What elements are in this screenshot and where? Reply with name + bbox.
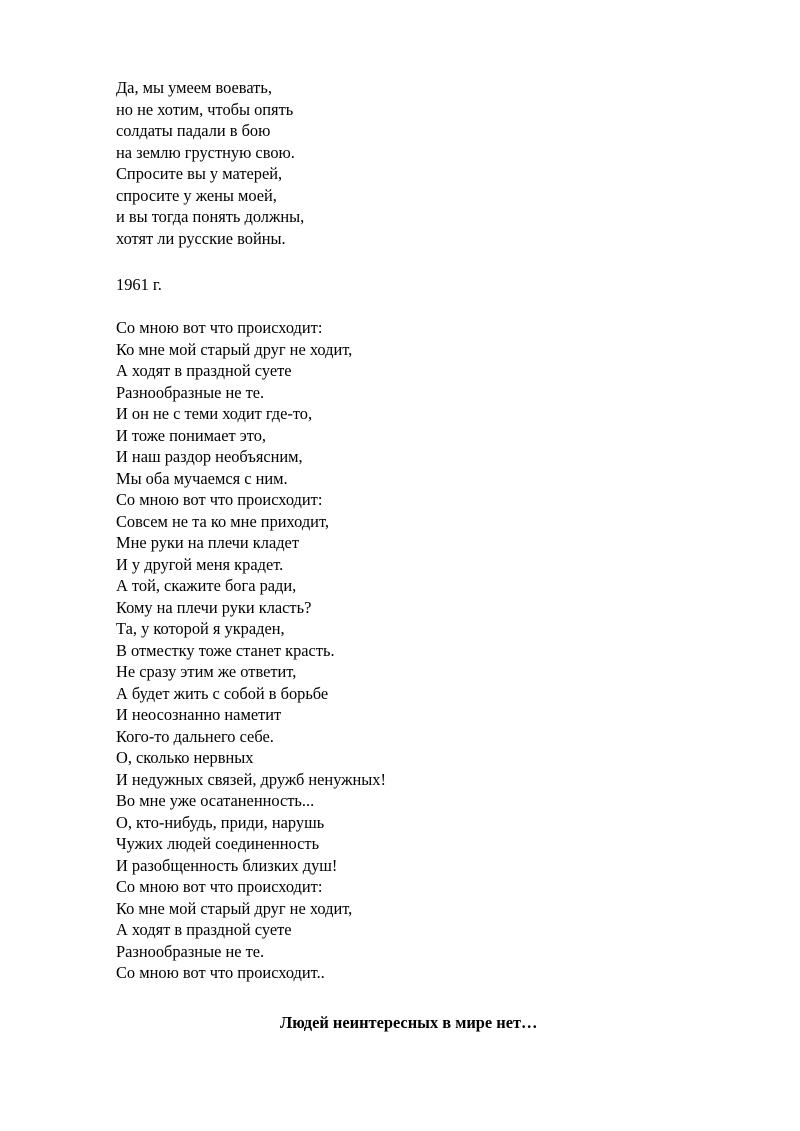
poem-line: Ко мне мой старый друг не ходит, [116,339,353,359]
poem-line: Кому на плечи руки класть? [116,597,312,617]
poem-line: И у другой меня крадет. [116,554,284,574]
poem-line: Со мною вот что происходит: [116,877,323,896]
poem-line: Со мною вот что происходит.. [116,963,325,982]
poem-line: А той, скажите бога ради, [116,576,297,595]
poem-line: Со мною вот что происходит: [116,490,323,509]
poem-line: А будет жить с собой в борьбе [116,683,329,703]
poem-line: А ходят в праздной суете [116,361,292,380]
poem-line: В отместку тоже станет красть. [116,640,335,660]
poem-stanza-ending [116,77,304,249]
poem-line: И он не с теми ходит где-то, [116,404,313,423]
poem-line: Чужих людей соединенность [116,834,320,853]
poem-date: 1961 г. [116,275,162,294]
poem-line: Та, у которой я украден, [116,619,285,638]
poem-line: И недужных связей, дружб ненужных! [116,769,386,789]
poem-line: А ходят в праздной суете [116,920,292,939]
poem-line: но не хотим, чтобы опять [116,99,294,119]
poem-line: и вы тогда понять должны, [116,207,305,226]
poem-line: Разнообразные не те. [116,382,265,402]
poem-line: И наш раздор необъясним, [116,447,303,466]
poem-line: Во мне уже осатаненность... [116,791,315,810]
poem-line: хотят ли русские войны. [116,228,286,248]
poem-line: солдаты падали в бою [116,121,271,140]
poem-line: Да, мы умеем воевать, [116,78,272,97]
poem-line: Кого-то дальнего себе. [116,726,274,746]
poem-line: Совсем не та ко мне приходит, [116,511,329,531]
poem-line: О, кто-нибудь, приди, нарушь [116,812,325,832]
poem-line: Разнообразные не те. [116,941,265,961]
next-poem-title: Людей неинтересных в мире нет… [280,1013,538,1032]
poem-line: И тоже понимает это, [116,425,267,445]
poem-line: И разобщенность близких душ! [116,855,338,875]
poem-line: Ко мне мой старый друг не ходит, [116,898,353,918]
poem-line: спросите у жены моей, [116,185,277,205]
poem-line: Спросите вы у матерей, [116,164,283,183]
poem-line: И неосознанно наметит [116,705,282,724]
poem-line: Мне руки на плечи кладет [116,533,299,552]
poem-body [116,317,386,984]
poem-line: Не сразу этим же ответит, [116,662,297,681]
poem-line: Мы оба мучаемся с ним. [116,468,288,488]
poem-line: на землю грустную свою. [116,142,295,162]
poem-line: О, сколько нервных [116,748,254,767]
poem-line: Со мною вот что происходит: [116,318,323,337]
